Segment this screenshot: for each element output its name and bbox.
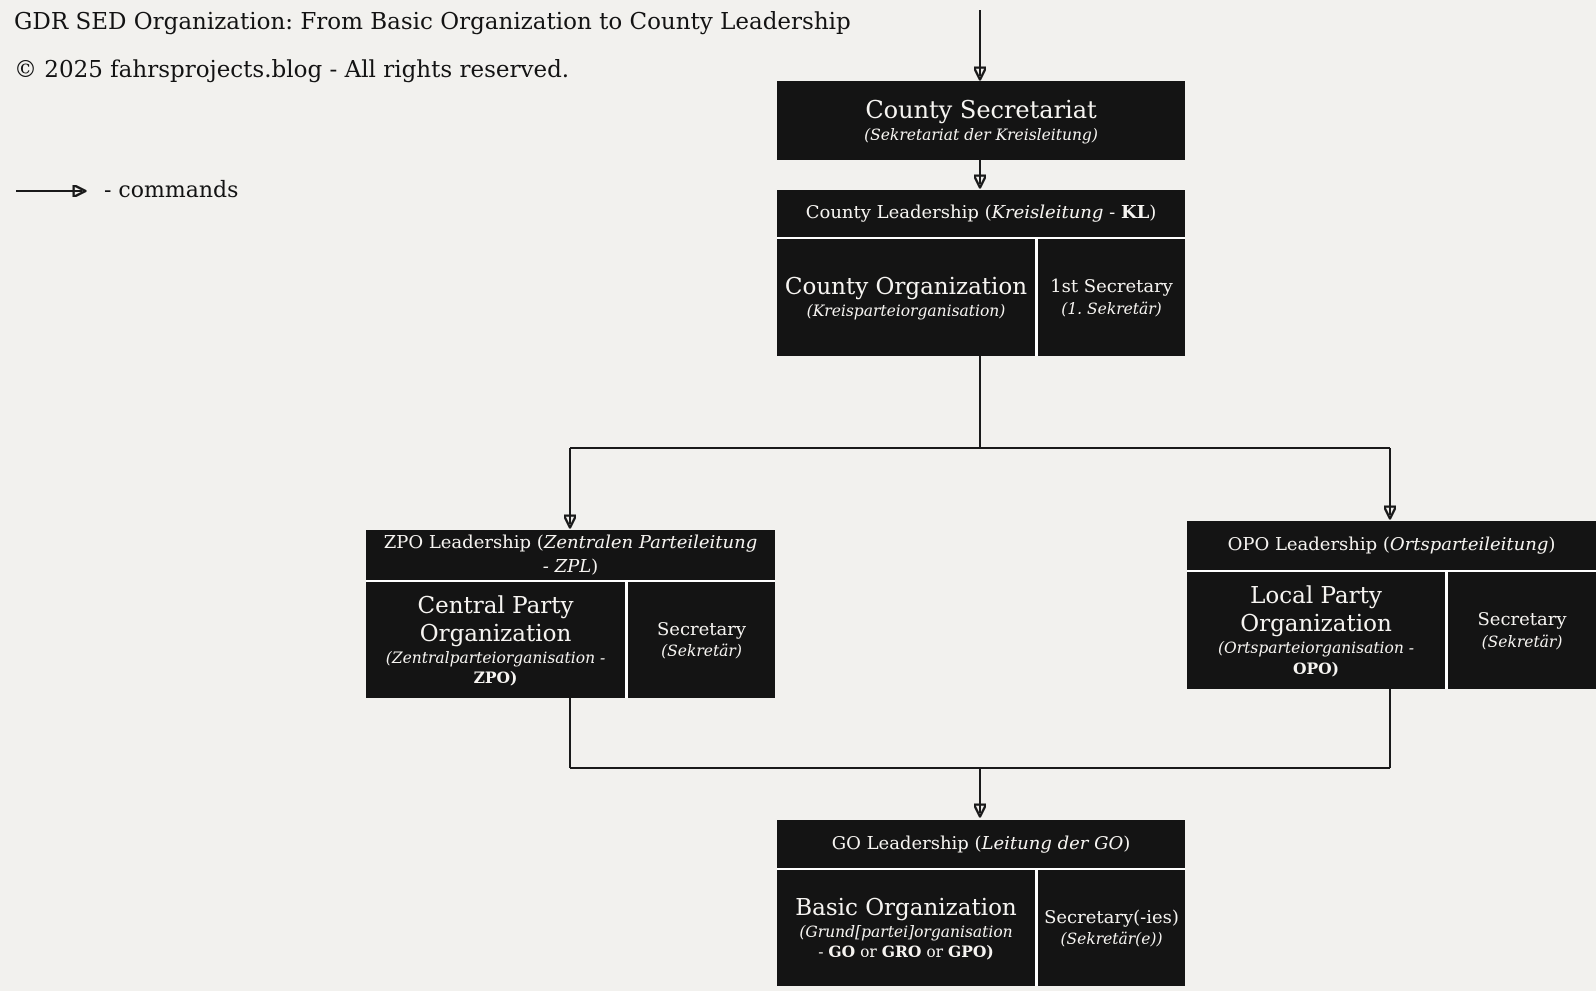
group-zpo-leadership [366, 530, 775, 698]
group-county-leadership [777, 190, 1185, 356]
county-leadership-header-label: County Leadership (Kreisleitung - KL) [805, 202, 1157, 224]
node-go-secretary [1038, 870, 1185, 986]
county-secretariat-title: County Secretariat [865, 96, 1097, 125]
copyright-notice: © 2025 fahrsprojects.blog - All rights reserved. [14, 57, 570, 83]
opo-secretary-title: Secretary [1477, 609, 1567, 631]
node-local-party-organization [1187, 572, 1445, 689]
node-zpo-secretary [628, 582, 775, 698]
county-organization-title: County Organization [784, 274, 1028, 301]
legend-commands-label: - commands [104, 178, 239, 203]
node-first-secretary [1038, 239, 1185, 356]
connector-county-split [570, 356, 1390, 448]
group-go-leadership [777, 820, 1185, 986]
central-party-organization-subtitle: (Zentralparteiorganisation - ZPO) [385, 648, 606, 688]
central-party-organization-title: Central Party Organization [417, 592, 574, 647]
zpo-secretary-subtitle: (Sekretär) [661, 642, 742, 661]
county-leadership-header [777, 190, 1185, 237]
go-secretary-subtitle: (Sekretär(e)) [1060, 930, 1163, 949]
node-basic-organization [777, 870, 1035, 986]
node-county-organization [777, 239, 1035, 356]
local-party-organization-subtitle: (Ortsparteiorganisation - OPO) [1218, 639, 1414, 678]
go-leadership-header [777, 820, 1185, 868]
node-central-party-organization [366, 582, 625, 698]
county-secretariat-subtitle: (Sekretariat der Kreisleitung) [864, 126, 1098, 145]
basic-organization-subtitle: (Grund[partei]organisation - GO or GRO or GPO) [799, 922, 1013, 962]
opo-secretary-subtitle: (Sekretär) [1481, 632, 1563, 651]
opo-leadership-header [1187, 521, 1596, 570]
county-organization-subtitle: (Kreisparteiorganisation) [806, 302, 1006, 321]
zpo-leadership-header [366, 530, 775, 580]
local-party-organization-title: Local Party Organization [1240, 583, 1392, 638]
zpo-secretary-title: Secretary [656, 618, 747, 640]
node-county-secretariat [777, 81, 1185, 160]
zpo-leadership-header-label: ZPO Leadership (Zentralen Parteileitung - ZPL) [383, 531, 758, 577]
opo-leadership-header-label: OPO Leadership (Ortsparteileitung) [1227, 534, 1556, 556]
go-secretary-title: Secretary(-ies) [1044, 906, 1179, 928]
go-leadership-header-label: GO Leadership (Leitung der GO) [831, 832, 1131, 854]
page-title: GDR SED Organization: From Basic Organization to County Leadership [14, 9, 851, 35]
basic-organization-title: Basic Organization [795, 894, 1017, 921]
first-secretary-subtitle: (1. Sekretär) [1061, 299, 1162, 318]
group-opo-leadership [1187, 521, 1596, 689]
first-secretary-title: 1st Secretary [1050, 276, 1173, 298]
node-opo-secretary [1448, 572, 1596, 689]
